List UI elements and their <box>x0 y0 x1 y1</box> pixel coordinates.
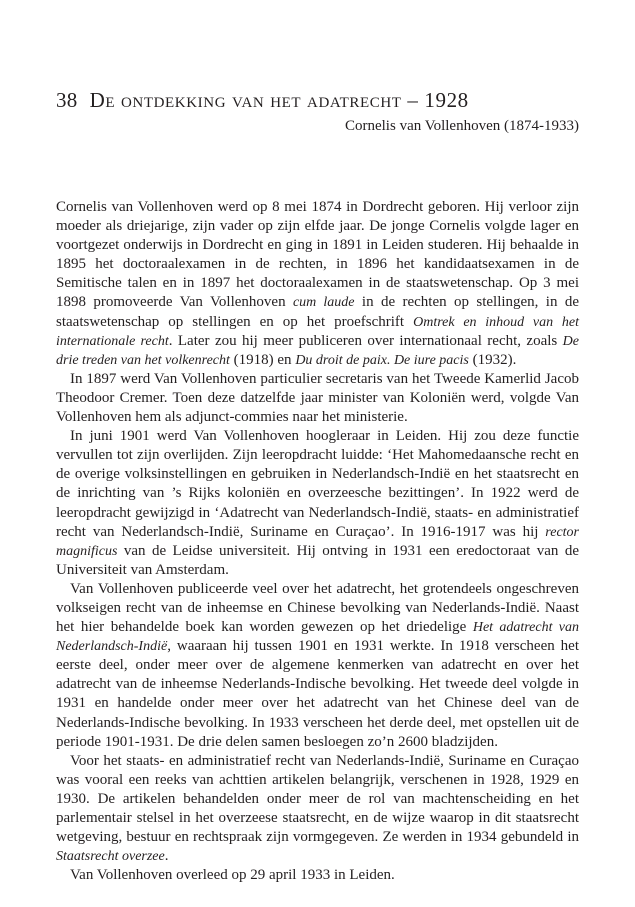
paragraph <box>56 427 579 580</box>
paragraph <box>56 198 579 370</box>
paragraph-text: In 1897 werd Van Vollenhoven particulier secretaris van het Tweede Kamerlid Jacob Theodoor Cremer. Toen deze datzelfde jaar minister van Koloniën werd, volgde Van Vollenhoven hem als adjunct-commies naar het ministerie. <box>56 370 579 426</box>
paragraph <box>56 370 579 427</box>
paragraph-text: . Later zou hij meer publiceren over internationaal recht, zoals <box>168 332 563 349</box>
paragraph-text: . <box>164 848 169 865</box>
paragraph-text: (1932). <box>468 351 517 368</box>
paragraph-text: (1918) en <box>229 351 296 368</box>
paragraph-text: , waaraan hij tussen 1901 en 1931 werkte. In 1918 verscheen het eerste deel, onder meer over de algemene kenmerken van adatrecht en over het adatrecht van de inheemse Nederlands-Indische bevolking. Het tweede deel volgde in 1931 en handelde onder meer over het adatrecht van het Chinese deel van de Nederlands-Indische bevolking. In 1933 verscheen het derde deel, met opstellen uit de periode 1901-1931. De drie delen samen besloegen zo’n 2600 bladzijden. <box>56 638 579 750</box>
italic-title-text: Omtrek en inhoud van het internationale recht <box>56 314 579 349</box>
italic-title-text: cum laude <box>292 295 355 311</box>
italic-title-text: Staatsrecht overzee <box>56 849 165 865</box>
paragraph-text: in de rechten op stellingen, in de staatswetenschap op stellingen en op het proefschrift <box>56 294 580 330</box>
paragraph <box>56 752 579 867</box>
paragraph-text: Van Vollenhoven overleed op 29 april 1933 in Leiden. <box>70 867 395 884</box>
chapter-number: 38 <box>56 88 78 112</box>
italic-title-text: Het adatrecht van Nederlandsch-Indië <box>56 620 579 655</box>
italic-title-text: De drie treden van het volkenrecht <box>56 333 579 368</box>
paragraph-text: Voor het staats- en administratief recht van Nederlands-Indië, Suriname en Curaçao was vooral een reeks van achttien artikelen belangrijk, verschenen in 1928, 1929 en 1930. De artikelen behandelden onder meer de rol van machtenscheiding en het parlementair stelsel in het overzeese staatsrecht, en de wijze waarop in dit staatsrecht wetgeving, bestuur en rechtspraak zijn vormgegeven. Ze werden in 1934 gebundeld in <box>56 752 579 846</box>
chapter-heading <box>56 88 596 113</box>
chapter-subtitle: Cornelis van Vollenhoven (1874-1933) <box>344 118 579 134</box>
paragraph-text: Van Vollenhoven publiceerde veel over het adatrecht, het grotendeels ongeschreven volkseigen recht van de inheemse en Chinese bevolking van Nederlands-Indië. Naast het hier behandelde boek kan worden gewezen op het driedelige <box>56 580 579 636</box>
body-text <box>56 198 579 885</box>
chapter-title: De ontdekking van het adatrecht – 1928 <box>89 88 469 112</box>
paragraph-text: In juni 1901 werd Van Vollenhoven hoogleraar in Leiden. Hij zou deze functie vervullen tot zijn overlijden. Zijn leeropdracht luidde: ‘Het Mahomedaansche recht en de overige volksinstellingen en gebruiken in Nederlandsch-Indië en het staatsrecht en de inrichting van ’s Rijks koloniën en overzeesche bezittingen’. In 1922 werd de leeropdracht gewijzigd in ‘Adatrecht van Nederlandsch-Indië, staats- en administratief recht van Nederlandsch-Indië, Suriname en Curaçao’. In 1916-1917 was hij <box>56 428 579 540</box>
paragraph-text: Cornelis van Vollenhoven werd op 8 mei 1874 in Dordrecht geboren. Hij verloor zijn moeder als driejarige, zijn vader op zijn elfde jaar. De jonge Cornelis volgde lager en voortgezet onderwijs in Dordrecht en ging in 1891 in Leiden studeren. Hij behaalde in 1895 het doctoraalexamen in de rechten, in 1896 het kandidaatsexamen in de Semitische talen en in 1897 het doctoraalexamen in de staatswetenschap. Op 3 mei 1898 promoveerde Van Vollenhoven <box>56 199 579 311</box>
italic-title-text: rector magnificus <box>56 524 579 559</box>
paragraph <box>56 580 579 752</box>
paragraph <box>56 866 579 885</box>
paragraph-text: van de Leidse universiteit. Hij ontving in 1931 een eredoctoraat van de Universiteit van Amsterdam. <box>56 542 579 578</box>
italic-title-text: Du droit de paix. De iure pacis <box>295 352 469 368</box>
